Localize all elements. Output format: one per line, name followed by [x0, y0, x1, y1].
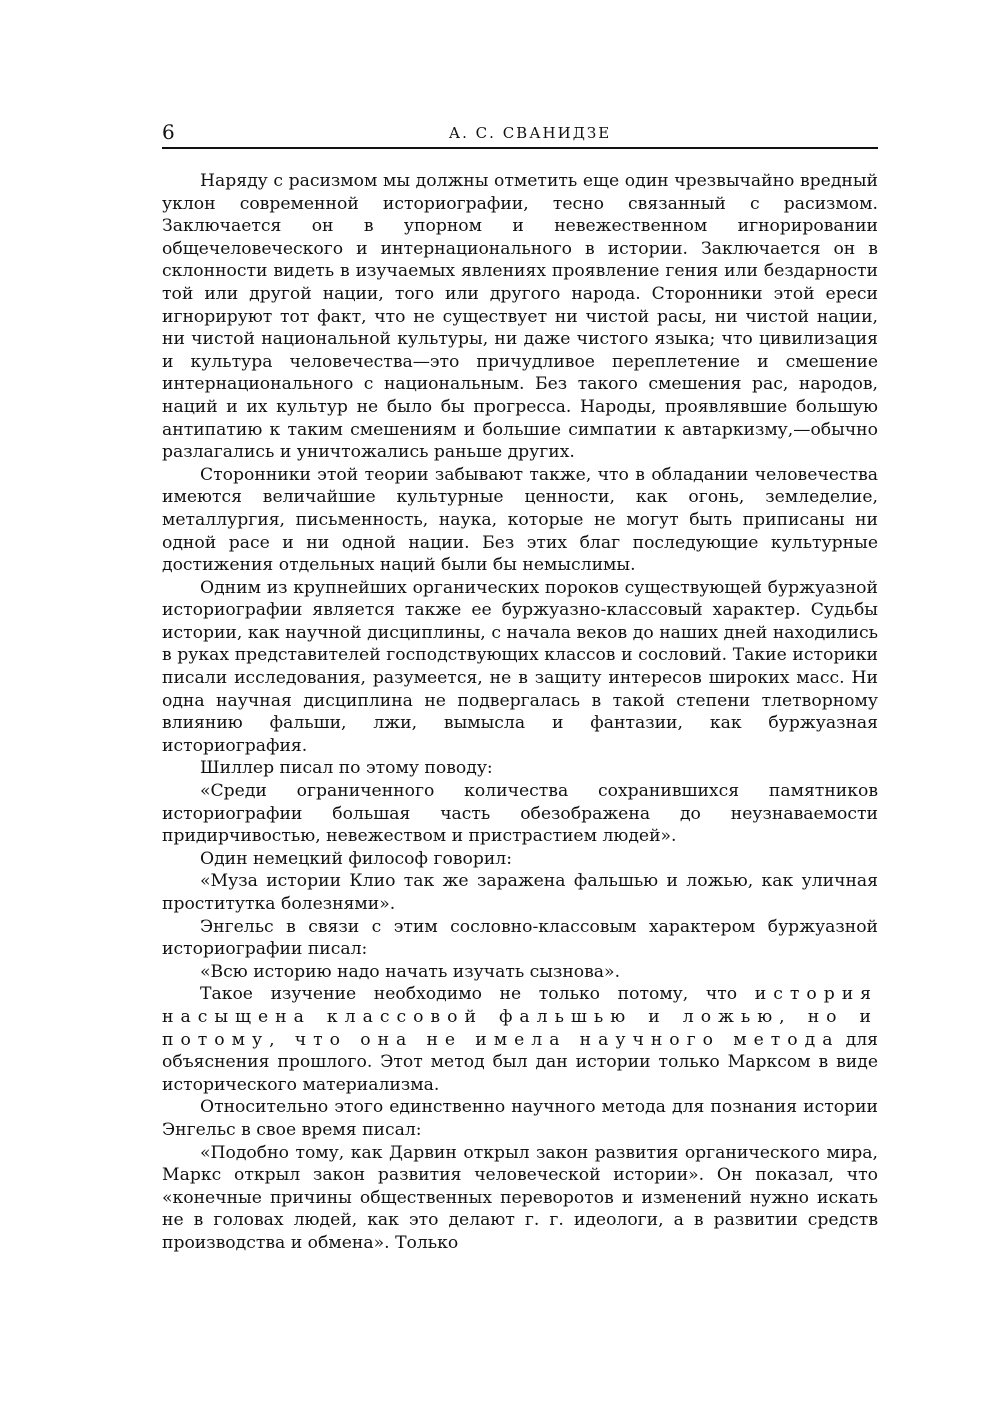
quote-philosopher: «Муза истории Клио так же заражена фальшью и ложью, как уличная проститутка болезнями».: [162, 871, 878, 914]
body-text: [162, 170, 878, 1255]
running-title: А. С. СВАНИДЗЕ: [448, 124, 612, 142]
header-rule: [162, 147, 878, 149]
page-header: [162, 120, 878, 144]
paragraph-schiller-intro: Шиллер писал по этому поводу:: [200, 758, 493, 779]
paragraph-study-method: [162, 983, 878, 1096]
paragraph-class-character: Одним из крупнейших органических пороков существующей буржуазной историографии является также ее буржуазно-классовый характер. Судьбы истории, как научной дисциплины, с начала веков до наших дней находились в руках представителей господствующих классов и сословий. Такие историки писали исследования, разумеется, не в защиту интересов широких масс. Ни одна научная дисциплина не подвергалась в такой степени тлетворному влиянию фальши, лжи, вымысла и фантазии, как буржуазная историография.: [162, 577, 878, 756]
paragraph-engels-intro: Энгельс в связи с этим сословно-классовым характером буржуазной историографии писал:: [162, 916, 878, 960]
study-lead: Такое изучение необходимо не только потому, что: [200, 984, 755, 1005]
paragraph-racism: Наряду с расизмом мы должны отметить еще один чрезвычайно вредный уклон современной историографии, тесно связанный с расизмом. Заключается он в упорном и невежественном игнорировании общечеловеческого и интернационального в истории. Заключается он в склонности видеть в изучаемых явлениях проявление гения или бездарности той или другой нации, того или другого народа. Сторонники этой ереси игнорируют тот факт, что не существует ни чистой расы, ни чистой нации, ни чистой национальной культуры, ни даже чистого языка; что цивилизация и культура человечества—это причудливое переплетение и смешение интернационального с национальным. Без такого смешения рас, народов, наций и их культур не было бы прогресса. Народы, проявлявшие большую антипатию к таким смешениям и большие симпатии к автаркизму,—обычно разлагались и уничтожались раньше других.: [162, 171, 878, 463]
paragraph-engels-method-intro: Относительно этого единственно научного метода для познания истории Энгельс в свое время писал:: [162, 1097, 878, 1140]
paragraph-philosopher-intro: Один немецкий философ говорил:: [200, 848, 512, 869]
quote-engels-history: «Всю историю надо начать изучать сызнова».: [200, 961, 621, 982]
quote-schiller: «Среди ограниченного количества сохранившихся памятников историографии большая часть обезображена до неузнаваемости придирчивостью, невежеством и пристрастием людей».: [162, 781, 878, 847]
paragraph-darwin-marx: «Подобно тому, как Дарвин открыл закон развития органического мира, Маркс открыл закон развития человеческой истории». Он показал, что «конечные причины общественных переворотов и изменений нужно искать не в головах людей, как это делают г. г. идеологи, а в развитии средств производства и обмена». Только: [162, 1142, 878, 1253]
paragraph-cultural-values: Сторонники этой теории забывают также, что в обладании человечества имеются величайшие культурные ценности, как огонь, земледелие, металлургия, письменность, наука, которые не могут быть приписаны ни одной расе и ни одной нации. Без этих благ последующие культурные достижения отдельных наций были бы немыслимы.: [162, 464, 878, 576]
study-tail: для объяснения прошлого. Этот метод был дан истории только Марксом в виде исторического материализма.: [162, 1029, 878, 1095]
study-spaced-emphasis: история насыщена классовой фальшью и ложью, но и потому, что она не имела научного метода: [162, 984, 878, 1050]
page-number: 6: [162, 120, 175, 144]
